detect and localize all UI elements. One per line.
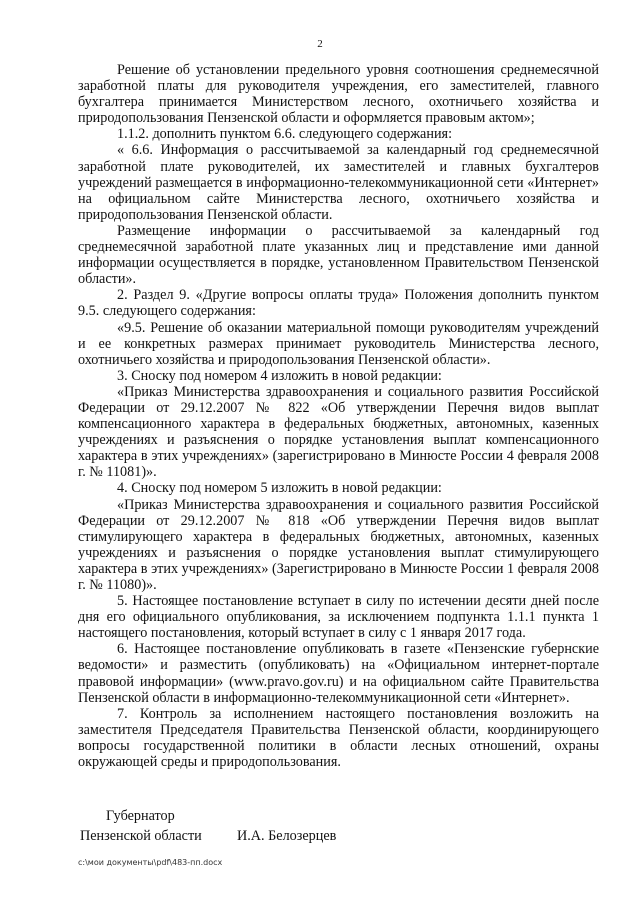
signature-region: Пензенской области [80, 828, 202, 844]
paragraph: 2. Раздел 9. «Другие вопросы оплаты труда» Положения дополнить пунктом 9.5. следующего содержания: [78, 287, 599, 320]
paragraph: «9.5. Решение об оказании материальной помощи руководителям учреждений и ее конкретных размерах принимает руководитель Министерства лесного, охотничьего хозяйства и природопользования Пензенской области». [78, 319, 599, 368]
signature-name: И.А. Белозерцев [237, 828, 337, 844]
signature-block [78, 806, 478, 846]
paragraph: « 6.6. Информация о рассчитываемой за календарный год среднемесячной заработной плате руководителей, их заместителей и главных бухгалтеров учреждений размещается в информационно-телекоммуникационной сети «Интернет» на официальном сайте Министерства лесного, охотничьего хозяйства и природопользования Пензенской области. [78, 142, 599, 223]
paragraph: Решение об установлении предельного уровня соотношения среднемесячной заработной платы для руководителя учреждения, его заместителей, главного бухгалтера принимается Министерством лесного, охотничьего хозяйства и природопользования Пензенской области и оформляется правовым актом»; [78, 62, 599, 127]
paragraph: «Приказ Министерства здравоохранения и социального развития Российской Федерации от 29.12.2007 № 822 «Об утверждении Перечня видов выплат компенсационного характера в федеральных бюджетных, автономных, казенных учреждениях и разъяснения о порядке установления выплат компенсационного характера в этих учреждениях» (зарегистрировано в Минюсте России 4 февраля 2008 г. № 11081)». [78, 383, 599, 481]
paragraph: 5. Настоящее постановление вступает в силу по истечении десяти дней после дня его официального опубликования, за исключением подпункта 1.1.1 пункта 1 настоящего постановления, который вступает в силу с 1 января 2017 года. [78, 593, 599, 642]
paragraph: «Приказ Министерства здравоохранения и социального развития Российской Федерации от 29.12.2007 № 818 «Об утверждении Перечня видов выплат стимулирующего характера в федеральных бюджетных, автономных, казенных учреждениях и разъяснения о порядке установления выплат стимулирующего характера в этих учреждениях» (Зарегистрировано в Минюсте России 1 февраля 2008 г. № 11080)». [78, 496, 599, 593]
paragraph: 3. Сноску под номером 4 изложить в новой редакции: [117, 367, 442, 384]
footer-file-path: c:\мои документы\pdf\483-пп.docx [78, 858, 223, 867]
paragraph: Размещение информации о рассчитываемой за календарный год среднемесячной заработной плате указанных лиц и представление ими данной информации осуществляется в порядке, установленном Правительством Пензенской области». [78, 222, 599, 288]
paragraph: 1.1.2. дополнить пунктом 6.6. следующего содержания: [117, 126, 453, 143]
paragraph: 6. Настоящее постановление опубликовать в газете «Пензенские губернские ведомости» и разместить (опубликовать) на «Официальном интернет-портале правовой информации» (www.pravo.gov.ru) и на официальном сайте Правительства Пензенской области в информационно-телекоммуникационной сети «Интернет». [78, 641, 599, 706]
signature-title: Губернатор [106, 808, 175, 824]
page-number: 2 [317, 38, 323, 50]
paragraph: 4. Сноску под номером 5 изложить в новой редакции: [117, 480, 442, 497]
document-body [78, 62, 599, 770]
paragraph: 7. Контроль за исполнением настоящего постановления возложить на заместителя Председателя Правительства Пензенской области, координирующего вопросы государственной политики в области лесных отношений, охраны окружающей среды и природопользования. [78, 705, 599, 771]
